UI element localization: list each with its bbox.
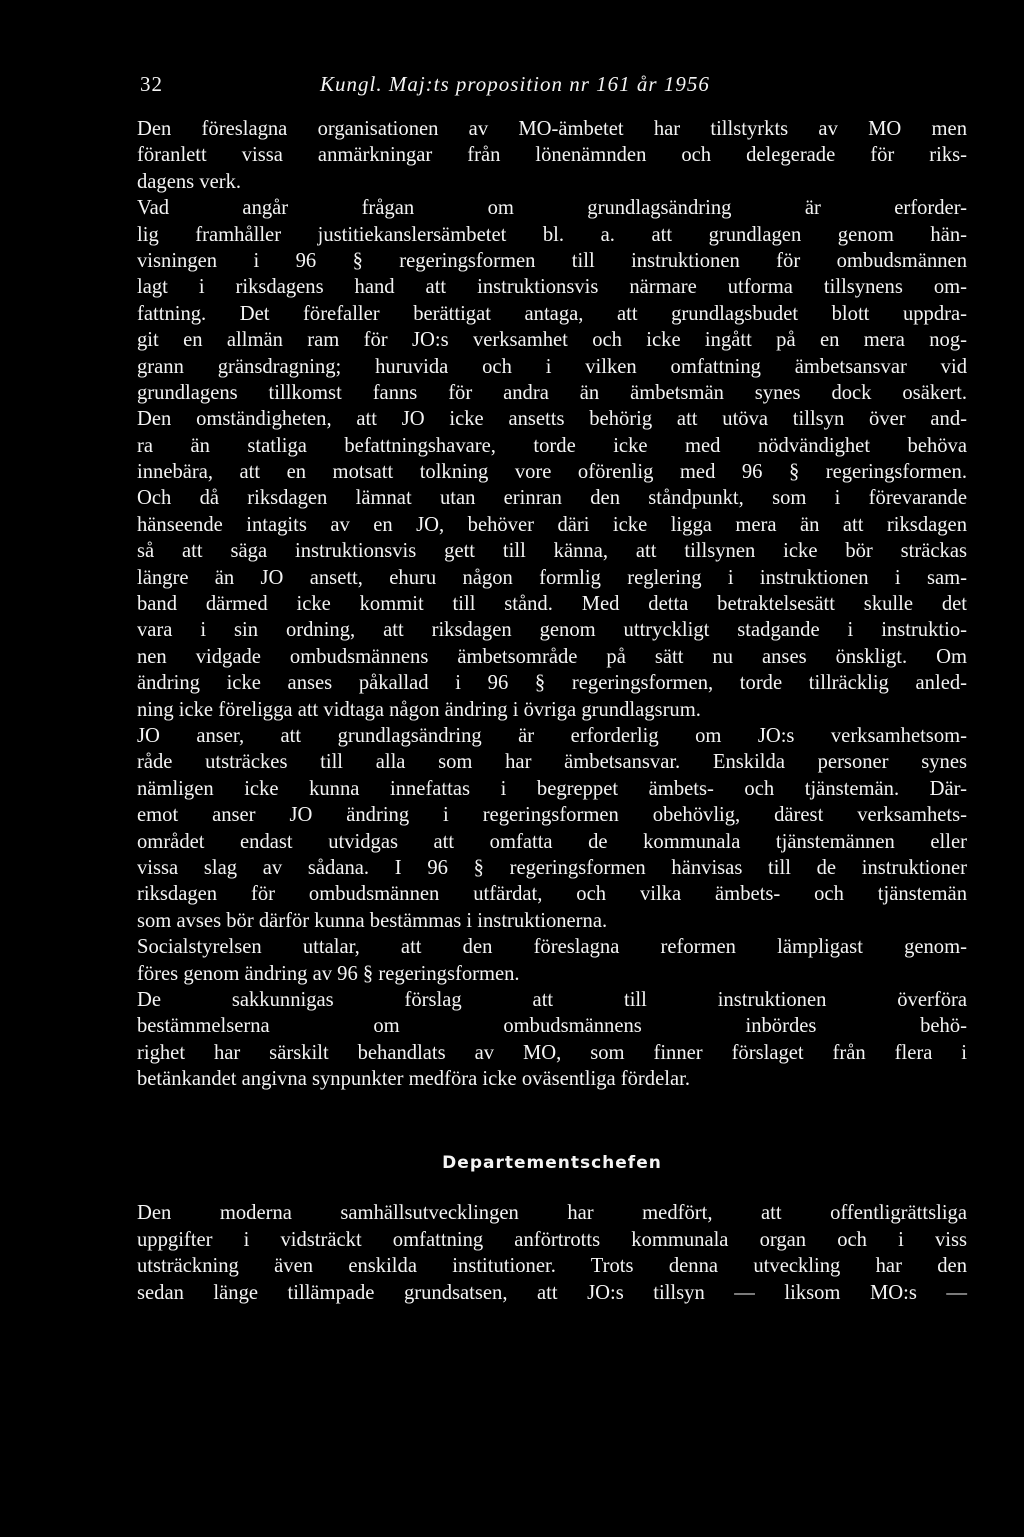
text-line: Socialstyrelsen uttalar, att den föreslagna reformen lämpligast genom- [137,936,967,959]
text-line: råde utsträckes till alla som har ämbetsansvar. Enskilda personer synes [137,751,967,774]
text-line: betänkandet angivna synpunkter medföra icke oväsentliga fördelar. [137,1068,690,1091]
text-line: Vad angår frågan om grundlagsändring är erforder- [137,197,967,220]
text-line: Den omständigheten, att JO icke ansetts behörig att utöva tillsyn över and- [137,408,967,431]
text-line: föres genom ändring av 96 § regeringsformen. [137,962,520,985]
text-line: ning icke föreligga att vidtaga någon ändring i övriga grundlagsrum. [137,698,701,721]
text-line: föranlett vissa anmärkningar från lönenämnden och delegerade för riks- [137,144,967,167]
section-heading: Departementschefen [442,1153,662,1174]
text-line: bestämmelserna om ombudsmännens inbördes behö- [137,1015,967,1038]
text-line: dagens verk. [137,170,242,193]
text-line: Den föreslagna organisationen av MO-ämbetet har tillstyrkts av MO men [137,118,967,140]
page-header [140,72,940,104]
text-line: som avses bör därför kunna bestämmas i instruktionerna. [137,909,608,932]
text-line: Den moderna samhällsutvecklingen har medfört, att offentligrättsliga [137,1202,967,1225]
text-line: grundlagens tillkomst fanns för andra än ämbetsmän synes dock osäkert. [137,381,967,404]
text-line: ra än statliga befattningshavare, torde icke med nödvändighet behöva [137,434,967,457]
text-line: längre än JO ansett, ehuru någon formlig reglering i instruktionen i sam- [137,566,967,589]
text-line: nämligen icke kunna innefattas i begreppet ämbets- och tjänstemän. Där- [137,777,967,800]
text-line: De sakkunnigas förslag att till instruktionen överföra [137,988,967,1011]
text-line: innebära, att en motsatt tolkning vore oförenlig med 96 § regeringsformen. [137,461,967,484]
text-line: lagt i riksdagens hand att instruktionsvis närmare utforma tillsynens om- [137,276,967,299]
text-line: righet har särskilt behandlats av MO, som finner förslaget från flera i [137,1041,967,1064]
text-line: JO anser, att grundlagsändring är erforderlig om JO:s verksamhetsom- [137,724,967,747]
text-line: lig framhåller justitiekanslersämbetet bl. a. att grundlagen genom hän- [137,223,967,246]
text-line: uppgifter i vidsträckt omfattning anförtrotts kommunala organ och i viss [137,1228,967,1251]
text-line: emot anser JO ändring i regeringsformen obehövlig, därest verksamhets- [137,804,967,827]
text-line: fattning. Det förefaller berättigat antaga, att grundlagsbudet blott uppdra- [137,302,967,325]
text-line: hänseende intagits av en JO, behöver däri icke ligga mera än att riksdagen [137,513,967,536]
text-line: området endast utvidgas att omfatta de kommunala tjänstemännen eller [137,830,967,853]
running-title: Kungl. Maj:ts proposition nr 161 år 1956 [320,72,710,96]
heading-gap [137,1178,967,1200]
text-line: utsträckning även enskilda institutioner. Trots denna utveckling har den [137,1255,967,1278]
text-line: visningen i 96 § regeringsformen till instruktionen för ombudsmännen [137,249,967,272]
text-line: ändring icke anses påkallad i 96 § regeringsformen, torde tillräcklig anled- [137,672,967,695]
text-line: riksdagen för ombudsmännen utfärdat, och vilka ämbets- och tjänstemän [137,883,967,906]
text-line: så att säga instruktionsvis gett till känna, att tillsynen icke bör sträckas [137,540,967,563]
document-body [137,116,967,1306]
section-text [137,1200,967,1306]
text-line: vara i sin ordning, att riksdagen genom uttryckligt stadgande i instruktio- [137,619,967,642]
section-gap [137,1092,967,1148]
text-line: vissa slag av sådana. I 96 § regeringsformen hänvisas till de instruktioner [137,856,967,879]
text-line: nen vidgade ombudsmännens ämbetsområde på sätt nu anses önskligt. Om [137,645,967,668]
text-line: git en allmän ram för JO:s verksamhet och icke ingått på en mera nog- [137,329,967,352]
text-line: band därmed icke kommit till stånd. Med detta betraktelsesätt skulle det [137,593,967,616]
main-text [137,116,967,1092]
page-number: 32 [140,72,163,96]
text-line: sedan länge tillämpade grundsatsen, att JO:s tillsyn — liksom MO:s — [137,1281,967,1304]
text-line: Och då riksdagen lämnat utan erinran den ståndpunkt, som i förevarande [137,487,967,510]
text-line: grann gränsdragning; huruvida och i vilken omfattning ämbetsansvar vid [137,355,967,378]
